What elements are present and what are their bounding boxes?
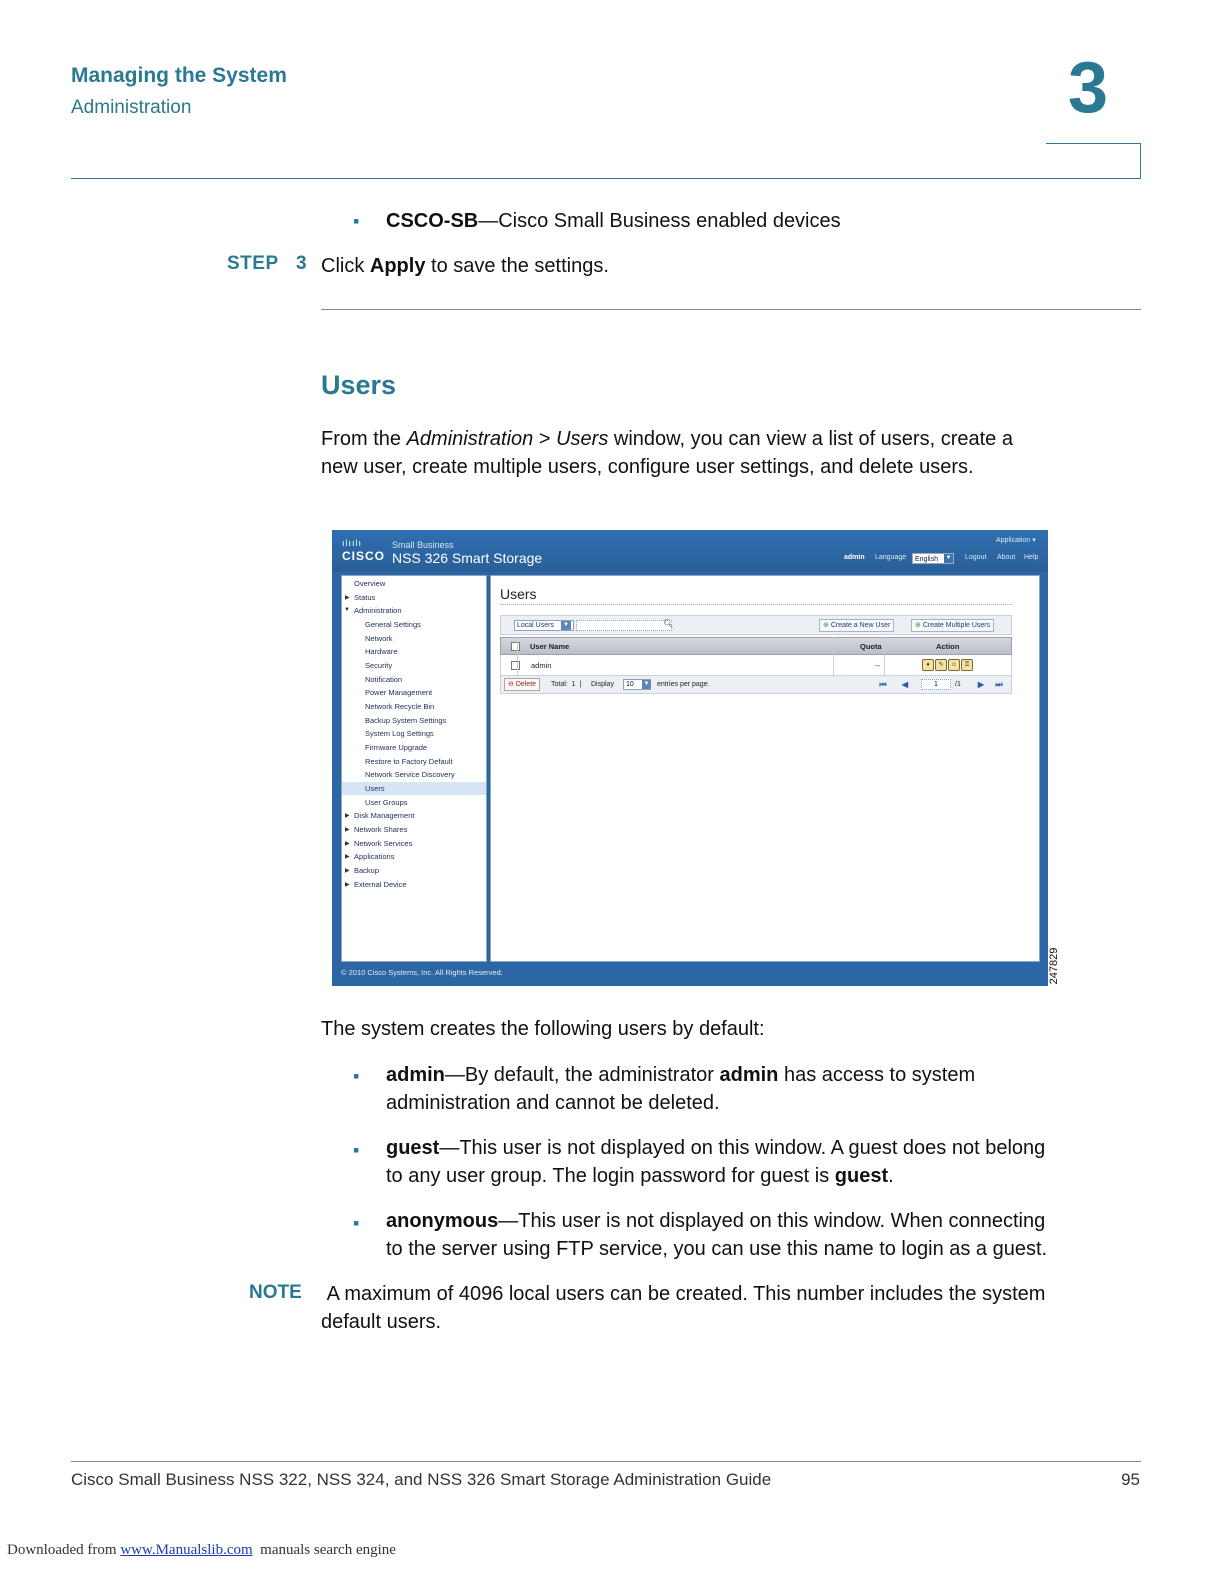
- footer-rule: [71, 1461, 1141, 1462]
- bullet-text: —Cisco Small Business enabled devices: [478, 210, 841, 232]
- page-total: /1: [955, 681, 961, 688]
- about-link[interactable]: About: [997, 554, 1016, 561]
- content-panel: [490, 575, 1040, 962]
- expand-icon[interactable]: ▶: [345, 827, 350, 833]
- expand-icon[interactable]: ▶: [345, 882, 350, 888]
- expand-icon[interactable]: ▶: [345, 841, 350, 847]
- column-user-name[interactable]: User Name: [530, 642, 570, 651]
- prev-page-icon[interactable]: ◀: [901, 680, 909, 689]
- select-all-checkbox[interactable]: [511, 642, 520, 651]
- expand-icon[interactable]: ▶: [345, 868, 350, 874]
- nav-general-settings[interactable]: General Settings: [365, 620, 421, 629]
- expand-icon[interactable]: ▶: [345, 854, 350, 860]
- users-window-screenshot: [332, 530, 1048, 986]
- footer-title: Cisco Small Business NSS 322, NSS 324, and NSS 326 Smart Storage Administration Guide: [71, 1470, 772, 1489]
- chevron-down-icon[interactable]: ▼: [945, 555, 952, 561]
- user-type-select[interactable]: Local Users: [514, 620, 574, 631]
- nav-network-service-discovery[interactable]: Network Service Discovery: [365, 770, 455, 779]
- section-divider: [321, 309, 1141, 310]
- app-copyright: © 2010 Cisco Systems, Inc. All Rights Reserved.: [341, 968, 503, 977]
- nav-selection-highlight: [342, 782, 486, 795]
- total-count: Total: 1 |: [551, 681, 582, 688]
- delete-button[interactable]: ⊖ Delete: [504, 678, 540, 691]
- expand-icon[interactable]: ▶: [345, 595, 350, 601]
- edit-icon[interactable]: ✎: [935, 659, 947, 671]
- table-row: [500, 655, 1012, 675]
- chevron-down-icon[interactable]: ▼: [643, 681, 650, 687]
- header-rule: [71, 178, 1141, 179]
- nav-backup-system-settings[interactable]: Backup System Settings: [365, 716, 447, 725]
- group-icon[interactable]: ☺: [948, 659, 960, 671]
- nav-network-services[interactable]: Network Services: [354, 839, 413, 848]
- step-label: STEP 3: [227, 253, 308, 274]
- page-number-input[interactable]: 1: [921, 679, 951, 690]
- cisco-logo-text: CISCO: [342, 549, 386, 563]
- bullet-csco-sb: [386, 207, 841, 235]
- add-icon: ⊕: [915, 622, 923, 629]
- column-action: Action: [936, 642, 960, 651]
- page-number: 95: [1121, 1470, 1140, 1489]
- step-text: Click Apply to save the settings.: [321, 255, 609, 277]
- add-icon: ⊕: [823, 622, 831, 629]
- section-name: Administration: [71, 97, 192, 118]
- manualslib-link[interactable]: www.Manualslib.com: [120, 1542, 253, 1558]
- per-page-label: entries per page.: [657, 681, 710, 688]
- column-divider: [833, 637, 834, 675]
- nav-applications[interactable]: Applications: [354, 852, 395, 861]
- collapse-icon[interactable]: ▼: [344, 607, 350, 613]
- nav-network-shares[interactable]: Network Shares: [354, 825, 408, 834]
- logout-link[interactable]: Logout: [965, 554, 987, 561]
- bullet-term: CSCO-SB: [386, 210, 479, 232]
- nav-restore-factory-default[interactable]: Restore to Factory Default: [365, 757, 453, 766]
- next-page-icon[interactable]: ▶: [977, 680, 985, 689]
- default-user-anonymous: anonymous—This user is not displayed on this window. When connecting to the server using FTP service, you can use this name to login as a guest.: [386, 1210, 1048, 1260]
- figure-id: 247829: [1048, 947, 1060, 985]
- chevron-down-icon[interactable]: ▼: [561, 621, 571, 630]
- chapter-number: 3: [1068, 48, 1109, 128]
- nav-network-recycle-bin[interactable]: Network Recycle Bin: [365, 702, 435, 711]
- page-size-select[interactable]: 10: [623, 679, 651, 690]
- product-name: NSS 326 Smart Storage: [392, 550, 543, 566]
- properties-icon[interactable]: ♦: [922, 659, 934, 671]
- nav-security[interactable]: Security: [365, 661, 393, 670]
- search-input[interactable]: [576, 620, 672, 631]
- default-user-admin: admin—By default, the administrator admin has access to system administration and cannot be deleted.: [386, 1064, 976, 1114]
- nav-hardware[interactable]: Hardware: [365, 647, 398, 656]
- nav-administration[interactable]: Administration: [354, 606, 402, 615]
- bullet-icon: ▪: [353, 1066, 360, 1086]
- content-title: Users: [500, 586, 537, 602]
- nav-backup[interactable]: Backup: [354, 866, 380, 875]
- last-page-icon[interactable]: ⏭: [995, 680, 1003, 689]
- nav-notification[interactable]: Notification: [365, 675, 403, 684]
- nav-external-device[interactable]: External Device: [354, 880, 407, 889]
- first-page-icon[interactable]: ⏮: [879, 680, 887, 689]
- row-checkbox[interactable]: [511, 661, 520, 670]
- download-credit: Downloaded from www.Manualslib.com manuals search engine: [7, 1542, 396, 1558]
- chapter-box: [1046, 143, 1141, 178]
- defaults-intro: The system creates the following users by default:: [321, 1018, 765, 1040]
- chapter-title: Managing the System: [71, 64, 287, 87]
- application-menu[interactable]: Application ▾: [996, 537, 1036, 544]
- language-select[interactable]: English: [912, 553, 954, 564]
- note-label: NOTE: [249, 1282, 302, 1303]
- search-icon[interactable]: 🔍︎: [663, 619, 674, 628]
- content-rule: [500, 604, 1012, 605]
- display-label: Display: [591, 681, 614, 688]
- create-user-button[interactable]: ⊕ Create a New User: [819, 619, 894, 632]
- bullet-icon: ▪: [353, 1213, 360, 1233]
- nav-power-management[interactable]: Power Management: [365, 688, 433, 697]
- column-divider: [517, 637, 518, 675]
- cisco-logo-icon: ılıılı: [342, 538, 363, 548]
- current-user: admin: [844, 554, 865, 561]
- nav-overview[interactable]: Overview: [354, 579, 386, 588]
- intro-paragraph: From the Administration > Users window, you can view a list of users, create a new user, create multiple users, configure user settings, and delete users.: [321, 428, 1013, 478]
- delete-icon: ⊖: [508, 681, 516, 688]
- nav-firmware-upgrade[interactable]: Firmware Upgrade: [365, 743, 428, 752]
- nav-users[interactable]: Users: [365, 784, 385, 793]
- bullet-icon: ▪: [353, 211, 360, 231]
- language-label: Language: [875, 554, 907, 561]
- column-divider: [884, 637, 885, 675]
- users-table-header: [500, 637, 1012, 655]
- nav-system-log-settings[interactable]: System Log Settings: [365, 729, 434, 738]
- section-title: Users: [321, 370, 397, 400]
- expand-icon[interactable]: ▶: [345, 813, 350, 819]
- nav-disk-management[interactable]: Disk Management: [354, 811, 415, 820]
- sidebar-nav: [341, 575, 487, 962]
- nav-network[interactable]: Network: [365, 634, 393, 643]
- create-multiple-users-button[interactable]: ⊕ Create Multiple Users: [911, 619, 994, 632]
- note-text: A maximum of 4096 local users can be created. This number includes the system default users.: [321, 1283, 1046, 1333]
- nav-status[interactable]: Status: [354, 593, 376, 602]
- row-user-name: admin: [531, 661, 552, 670]
- permission-icon[interactable]: ⚿: [961, 659, 973, 671]
- column-quota[interactable]: Quota: [860, 642, 882, 651]
- row-quota: --: [875, 661, 880, 670]
- nav-user-groups[interactable]: User Groups: [365, 798, 408, 807]
- default-user-guest: guest—This user is not displayed on this window. A guest does not belong to any user group. The login password for guest is guest.: [386, 1137, 1046, 1187]
- users-toolbar: [500, 615, 1012, 635]
- brand-small: Small Business: [392, 540, 454, 550]
- pagination-bar: [500, 675, 1012, 694]
- bullet-icon: ▪: [353, 1140, 360, 1160]
- help-link[interactable]: Help: [1024, 554, 1039, 561]
